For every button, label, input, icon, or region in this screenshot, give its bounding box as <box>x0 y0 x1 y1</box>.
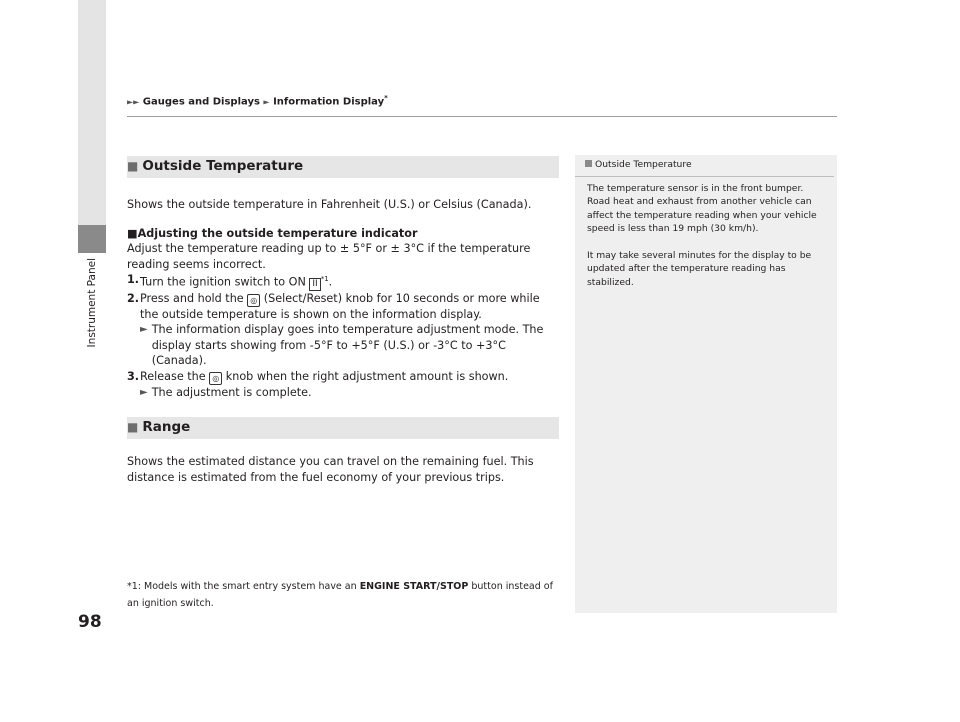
step-1: 1. Turn the ignition switch to ON II $^{*1}$. <box>127 273 333 289</box>
ignition-on-symbol: II <box>309 278 320 291</box>
footnote: *1: Models with the smart entry system have an ENGINE START/STOP button instead of an ignition switch. <box>127 581 553 609</box>
breadcrumb-link-gauges[interactable]: Gauges and Displays <box>142 96 260 108</box>
step-3: 3. Release the ◎ knob when the right adjustment amount is shown. <box>127 369 509 383</box>
main-column <box>127 156 559 485</box>
section-heading-outside-temperature <box>127 156 559 178</box>
sidebar-body <box>575 177 837 290</box>
sidebar-paragraph: The temperature sensor is in the front bumper. Road heat and exhaust from another vehicle can affect the temperature reading when your vehicle speed is less than 19 mph (30 km/h). <box>587 182 817 234</box>
breadcrumb-asterisk: * <box>384 94 388 102</box>
adjusting-intro: Adjust the temperature reading up to ± 5°F or ± 3°C if the temperature reading seems incorrect. <box>127 242 531 271</box>
range-description: Shows the estimated distance you can travel on the remaining fuel. This distance is estimated from the fuel economy of your previous trips. <box>127 455 534 484</box>
section-heading-text: Outside Temperature <box>142 158 304 175</box>
black-square-icon: ■ <box>127 159 139 174</box>
page-number: 98 <box>78 612 102 632</box>
sub-heading-adjusting: ■Adjusting the outside temperature indicator <box>127 226 418 240</box>
step-2-result: ► The information display goes into temperature adjustment mode. The display starts showing from -5°F to +5°F (U.S.) or -3°C to +3°C (Canada). <box>140 323 544 368</box>
outside-temperature-intro: Shows the outside temperature in Fahrenheit (U.S.) or Celsius (Canada). <box>127 198 532 211</box>
step-2: 2. Press and hold the ◎ (Select/Reset) knob for 10 seconds or more while the outside temperature is shown on the information display. <box>127 291 540 321</box>
double-chevron-right-icon: ► <box>140 324 148 336</box>
header-divider <box>127 116 837 117</box>
note-marker-icon <box>585 160 592 167</box>
section-side-label: Instrument Panel <box>86 258 98 348</box>
chapter-tab-marker <box>78 225 106 253</box>
sidebar-note <box>575 155 837 613</box>
section-heading-text: Range <box>142 419 191 436</box>
select-reset-knob-icon: ◎ <box>209 372 222 385</box>
select-reset-knob-icon: ◎ <box>247 294 260 307</box>
breadcrumb <box>127 94 388 107</box>
chevron-right-icon: ► <box>263 97 270 107</box>
chapter-tab-rail <box>78 0 106 253</box>
section-heading-range <box>127 417 559 439</box>
double-chevron-right-icon: ►► <box>127 97 140 107</box>
black-square-icon: ■ <box>127 420 139 435</box>
breadcrumb-link-information-display[interactable]: Information Display <box>273 96 385 108</box>
sidebar-paragraph: It may take several minutes for the display to be updated after the temperature reading has stabilized. <box>587 249 812 288</box>
sidebar-title: Outside Temperature <box>575 155 834 177</box>
double-chevron-right-icon: ► <box>140 386 148 398</box>
step-3-result: ► The adjustment is complete. <box>140 385 312 399</box>
black-square-icon: ■ <box>127 226 138 240</box>
